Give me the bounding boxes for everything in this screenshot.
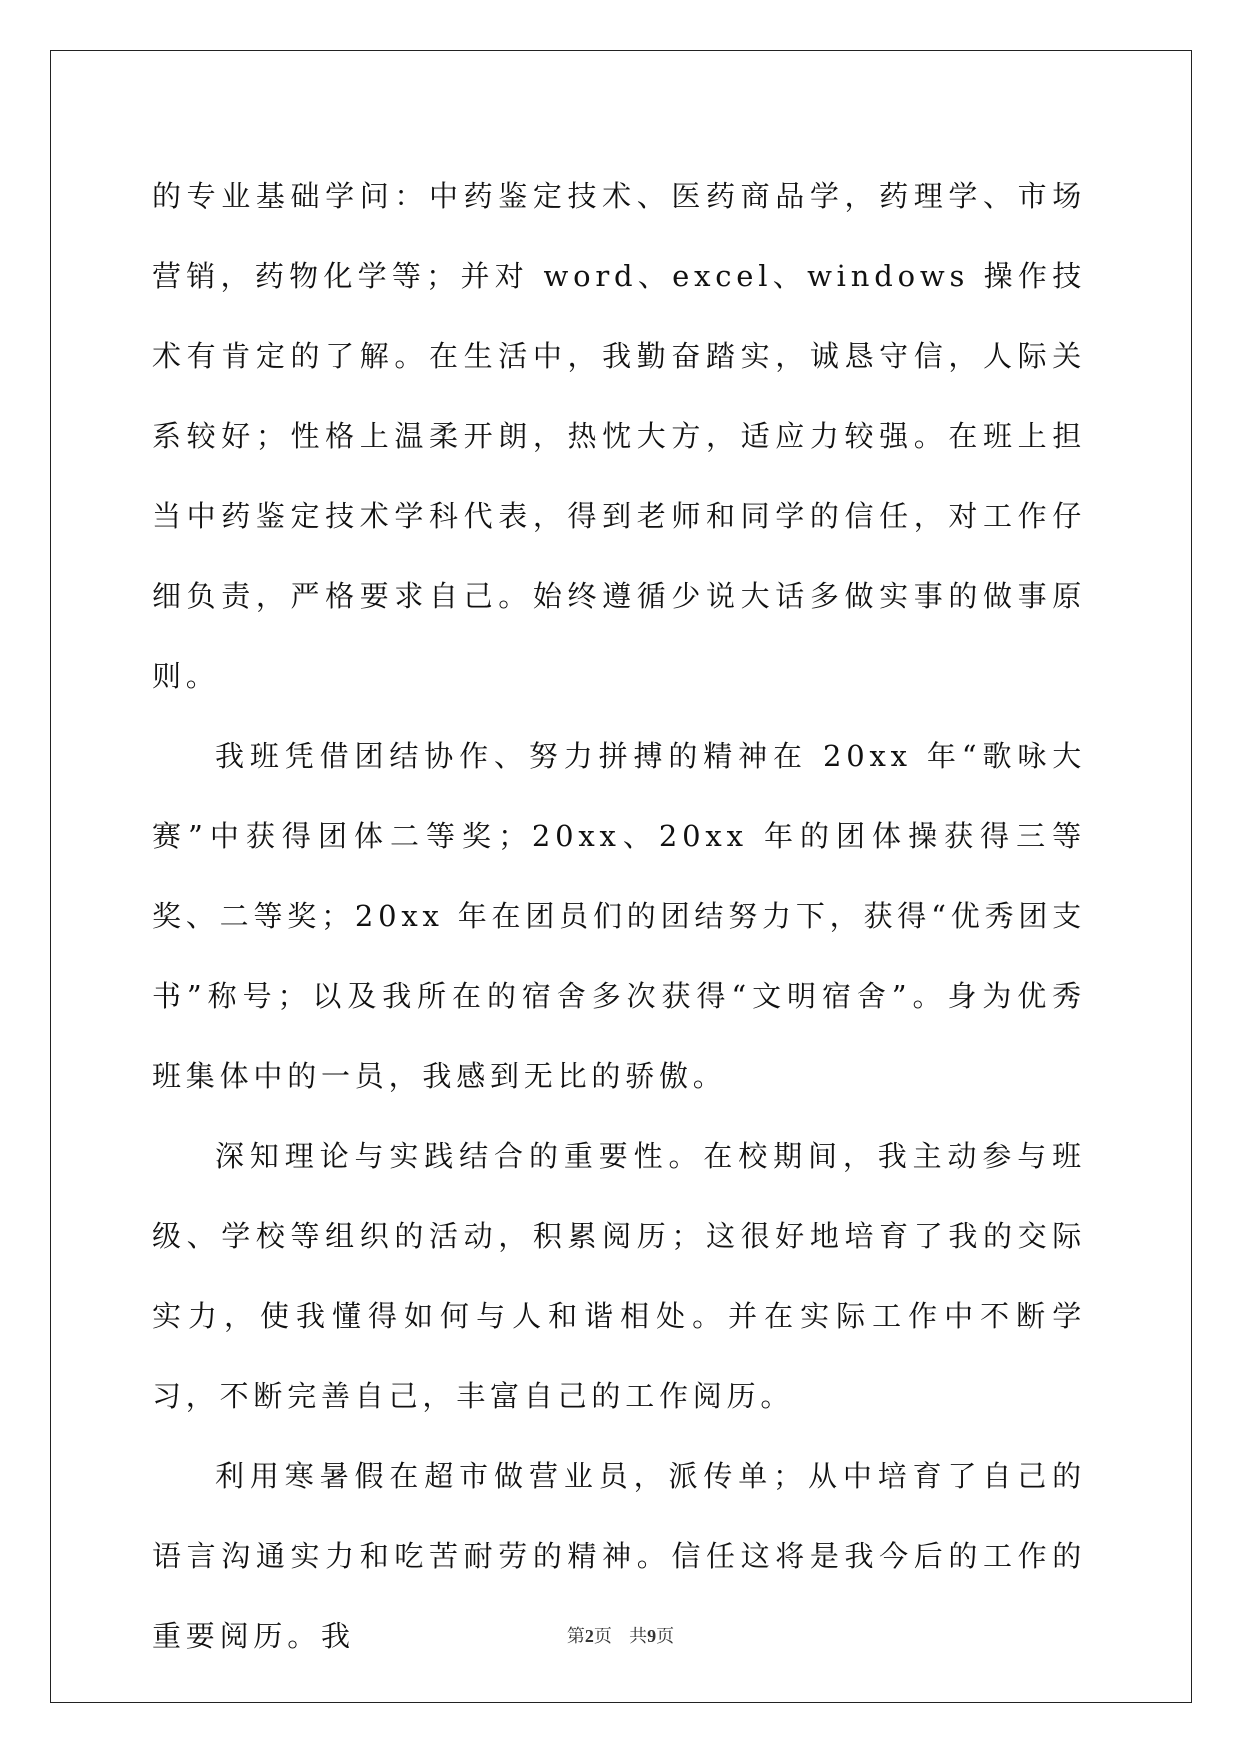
paragraph-4: 利用寒暑假在超市做营业员，派传单；从中培育了自己的语言沟通实力和吃苦耐劳的精神。信任这将是我今后的工作的重要阅历。我 — [152, 1459, 1086, 1653]
current-page-number: 2 — [584, 1626, 594, 1646]
footer-middle: 页 共 — [593, 1626, 648, 1647]
footer-prefix: 第 — [566, 1626, 585, 1647]
paragraph-3: 深知理论与实践结合的重要性。在校期间，我主动参与班级、学校等组织的活动，积累阅历；这很好地培育了我的交际实力，使我懂得如何与人和谐相处。并在实际工作中不断学习，不断完善自己，丰富自己的工作阅历。 — [152, 1139, 1086, 1413]
page-footer — [0, 1622, 1241, 1648]
paragraph-1: 的专业基础学问：中药鉴定技术、医药商品学，药理学、市场营销，药物化学等；并对 word、excel、windows 操作技术有肯定的了解。在生活中，我勤奋踏实，诚恳守信，人际关系较好；性格上温柔开朗，热忱大方，适应力较强。在班上担当中药鉴定技术学科代表，得到老师和同学的信任，对工作仔细负责，严格要求自己。始终遵循少说大话多做实事的做事原则。 — [152, 179, 1086, 693]
paragraph-2: 我班凭借团结协作、努力拼搏的精神在 20xx 年“歌咏大赛”中获得团体二等奖；20xx、20xx 年的团体操获得三等奖、二等奖；20xx 年在团员们的团结努力下，获得“优秀团支书”称号；以及我所在的宿舍多次获得“文明宿舍”。身为优秀班集体中的一员，我感到无比的骄傲。 — [152, 739, 1086, 1093]
total-page-count: 9 — [647, 1626, 657, 1646]
footer-suffix: 页 — [656, 1626, 675, 1647]
document-body — [152, 156, 1086, 1676]
